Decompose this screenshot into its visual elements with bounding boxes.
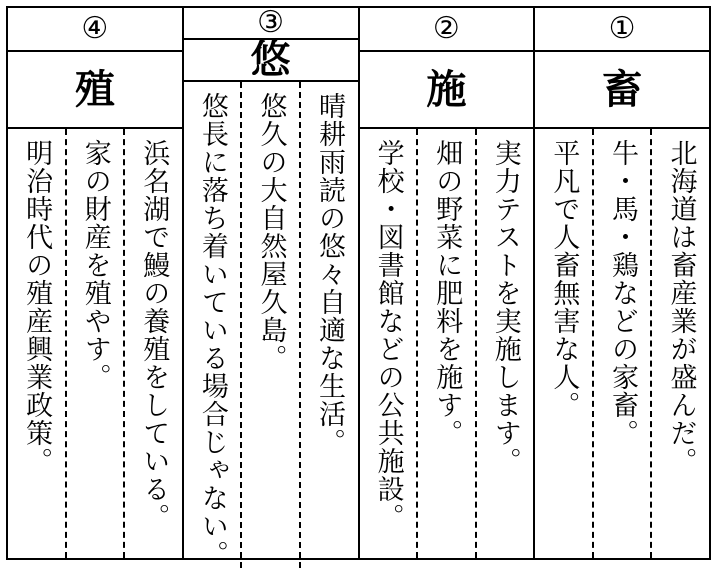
sentence-line	[184, 82, 241, 568]
sentence-line	[535, 129, 592, 558]
sentence-area	[535, 129, 709, 558]
sentence-area	[8, 129, 182, 558]
column-number: ①	[608, 11, 636, 46]
sentence-line	[592, 129, 651, 558]
sentence-line	[416, 129, 475, 558]
sentence-line	[475, 129, 534, 558]
kanji-column-1	[533, 8, 709, 558]
number-cell	[535, 8, 709, 52]
example-sentence: 浜名湖で鰻の養殖をしている。	[138, 139, 170, 531]
sentence-line	[360, 129, 417, 558]
example-sentence: 畑の野菜に肥料を施す。	[431, 139, 463, 447]
sentence-line	[65, 129, 124, 558]
example-sentence: 平凡で人畜無害な人。	[548, 139, 580, 419]
kanji-character: 悠	[250, 36, 291, 83]
column-number: ③	[257, 5, 285, 40]
example-sentence: 学校・図書館などの公共施設。	[372, 139, 404, 531]
kanji-cell	[360, 52, 534, 129]
kanji-cell	[535, 52, 709, 129]
kanji-character: 殖	[74, 65, 115, 113]
example-sentence: 悠長に落ち着いている場合じゃない。	[196, 92, 228, 568]
kanji-worksheet	[6, 5, 711, 568]
example-sentence: 家の財産を殖やす。	[79, 139, 111, 391]
sentence-line	[650, 129, 709, 558]
example-sentence: 晴耕雨読の悠々自適な生活。	[314, 92, 346, 456]
kanji-character: 施	[426, 65, 467, 113]
kanji-cell	[8, 52, 182, 129]
example-sentence: 牛・馬・鶏などの家畜。	[606, 139, 638, 447]
column-number: ④	[81, 11, 109, 46]
kanji-cell	[184, 36, 358, 83]
kanji-character: 畜	[602, 65, 643, 113]
number-cell	[8, 8, 182, 52]
column-number: ②	[432, 11, 460, 46]
kanji-column-3	[182, 5, 358, 568]
number-cell	[360, 8, 534, 52]
kanji-column-2	[358, 8, 534, 558]
example-sentence: 実力テストを実施します。	[489, 139, 521, 475]
sentence-line	[8, 129, 65, 558]
sentence-line	[299, 82, 358, 568]
example-sentence: 悠久の大自然屋久島。	[255, 92, 287, 372]
sentence-area	[184, 82, 358, 568]
sentence-line	[240, 82, 299, 568]
sentence-area	[360, 129, 534, 558]
example-sentence: 北海道は畜産業が盛んだ。	[665, 139, 697, 475]
sentence-line	[123, 129, 182, 558]
kanji-column-4	[8, 8, 182, 558]
example-sentence: 明治時代の殖産興業政策。	[21, 139, 53, 475]
